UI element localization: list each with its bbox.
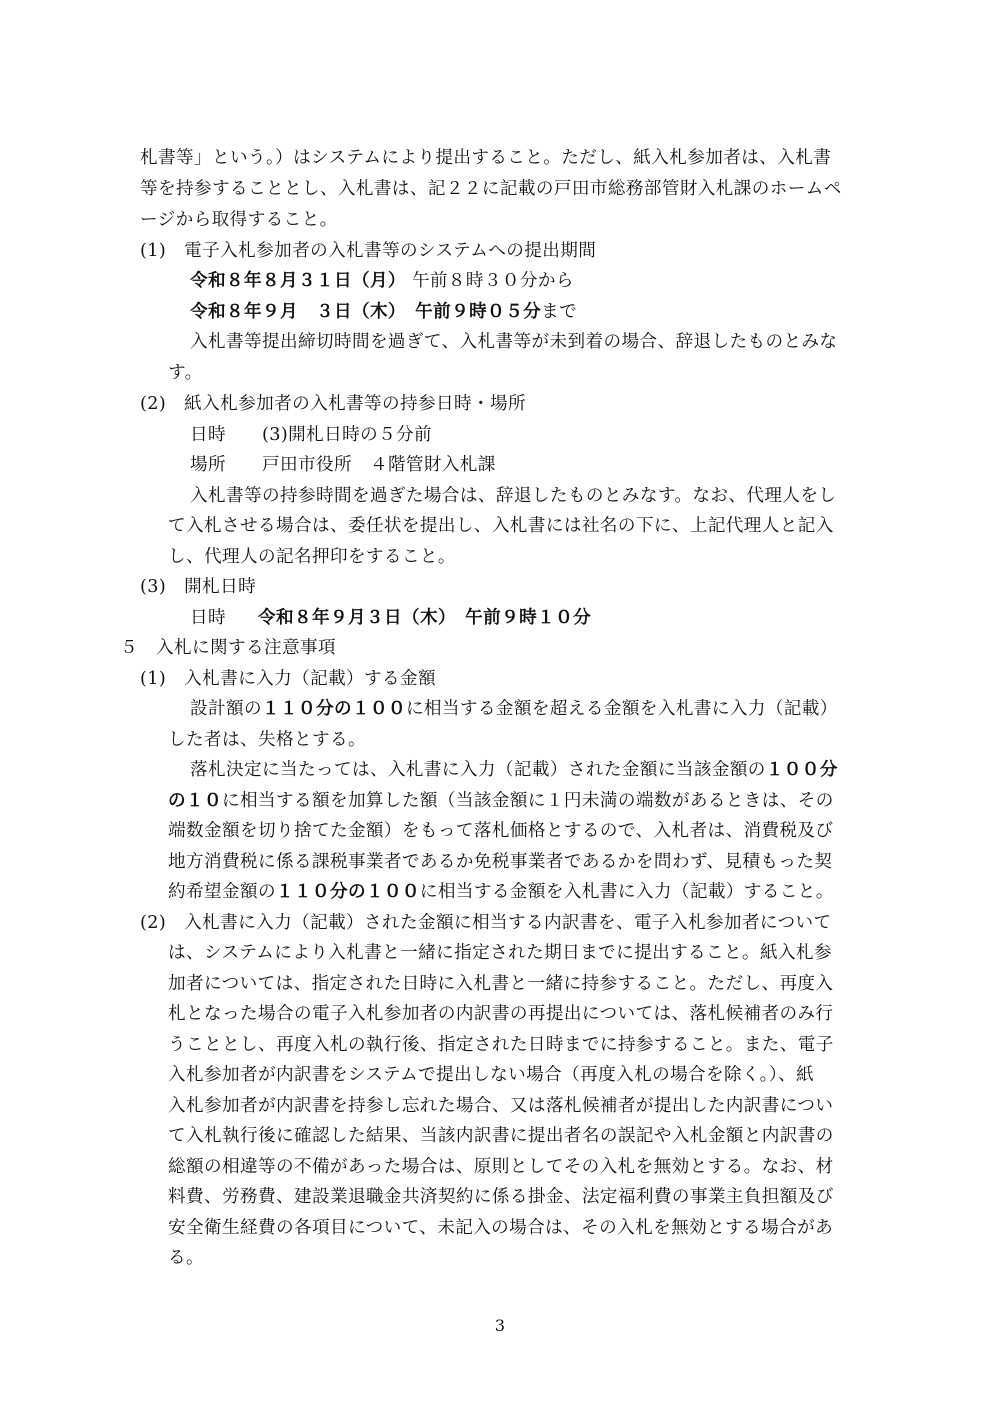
section-heading: (2) 入札書に入力（記載）された金額に相当する内訳書を、電子入札参加者について (140, 913, 832, 933)
section-heading: (2) 紙入札参加者の入札書等の持参日時・場所 (140, 394, 526, 414)
text-line: うこととし、再度入札の執行後、指定された日時までに持参すること。また、電子 (168, 1035, 834, 1055)
chapter-heading: ５ 入札に関する注意事項 (120, 638, 336, 658)
text-line: 入札参加者が内訳書を持参し忘れた場合、又は落札候補者が提出した内訳書につい (168, 1096, 834, 1116)
text-line (168, 786, 834, 816)
text-line: 総額の相違等の不備があった場合は、原則としてその入札を無効とする。なお、材 (168, 1157, 834, 1177)
text-line: て入札執行後に確認した結果、当該内訳書に提出者名の誤記や入札金額と内訳書の (168, 1126, 834, 1146)
text-line: した者は、失格とする。 (168, 730, 366, 750)
text-segment: 約希望金額の (168, 882, 276, 902)
text-segment: に相当する金額を超える金額を入札書に入力（記載） (405, 699, 838, 719)
period-start-time: 午前８時３０分から (411, 271, 574, 291)
text-line: し、代理人の記名押印をすること。 (168, 547, 456, 567)
bold-amount: １００分 (765, 759, 838, 780)
bold-amount: １１０分の１００ (261, 698, 406, 719)
period-start (190, 266, 574, 296)
text-line (190, 694, 838, 724)
section-heading: (1) 電子入札参加者の入札書等のシステムへの提出期間 (140, 241, 597, 261)
period-end-suffix: まで (541, 302, 578, 322)
text-segment: に相当する額を加算した額（当該金額に１円未満の端数があるときは、その (221, 791, 834, 811)
text-line: 札となった場合の電子入札参加者の内訳書の再提出については、落札候補者のみ行 (168, 1004, 834, 1024)
text-line: す。 (168, 363, 203, 383)
text-line: 日時 (3)開札日時の５分前 (190, 425, 433, 445)
text-line: 地方消費税に係る課税事業者であるか免税事業者であるかを問わず、見積もった契 (168, 852, 833, 872)
text-line: 端数金額を切り捨てた金額）をもって落札価格とするので、入札者は、消費税及び (168, 821, 834, 841)
text-line: 札書等」という。）はシステムにより提出すること。ただし、紙入札参加者は、入札書 (140, 148, 832, 168)
text-line: ージから取得すること。 (140, 210, 338, 230)
bold-amount: １１０分の１００ (275, 881, 420, 902)
text-line: 場所 戸田市役所 ４階管財入札課 (190, 455, 496, 475)
text-line: 入札書等提出締切時間を過ぎて、入札書等が未到着の場合、辞退したものとみな (190, 332, 838, 352)
text-line: 加者については、指定された日時に入札書と一緒に持参すること。ただし、再度入 (168, 974, 834, 994)
text-line (168, 877, 834, 907)
opening-datetime (190, 603, 591, 633)
period-start-date: 令和８年８月３１日（月） (190, 270, 406, 291)
opening-label: 日時 (190, 608, 226, 628)
text-line: 料費、労務費、建設業退職金共済契約に係る掛金、法定福利費の事業主負担額及び (168, 1187, 834, 1207)
text-line: 等を持参することとし、入札書は、記２２に記載の戸田市総務部管財入札課のホームペ (140, 179, 842, 199)
text-line: て入札させる場合は、委任状を提出し、入札書には社名の下に、上記代理人と記入 (168, 516, 834, 536)
text-line: は、システムにより入札書と一緒に指定された期日までに提出すること。紙入札参 (168, 943, 833, 963)
opening-value: 令和８年９月３日（木） 午前９時１０分 (258, 607, 592, 628)
text-segment: 落札決定に当たっては、入札書に入力（記載）された金額に当該金額の (190, 760, 766, 780)
section-heading: (3) 開札日時 (140, 577, 257, 597)
text-line (190, 755, 838, 785)
text-segment: 設計額の (190, 699, 262, 719)
text-line: 安全衛生経費の各項目について、未記入の場合は、その入札を無効とする場合があ (168, 1218, 834, 1238)
period-end-date: 令和８年９月 ３日（木） 午前９時０５分 (190, 301, 542, 322)
text-line: 入札参加者が内訳書をシステムで提出しない場合（再度入札の場合を除く。）、紙 (168, 1065, 815, 1085)
period-end (190, 297, 577, 327)
text-segment: に相当する金額を入札書に入力（記載）すること。 (419, 882, 834, 902)
bold-amount: の１０ (168, 790, 222, 811)
section-heading: (1) 入札書に入力（記載）する金額 (140, 669, 437, 689)
text-line: る。 (168, 1248, 204, 1268)
page-number: 3 (494, 1316, 506, 1335)
text-line: 入札書等の持参時間を過ぎた場合は、辞退したものとみなす。なお、代理人をし (190, 486, 837, 506)
